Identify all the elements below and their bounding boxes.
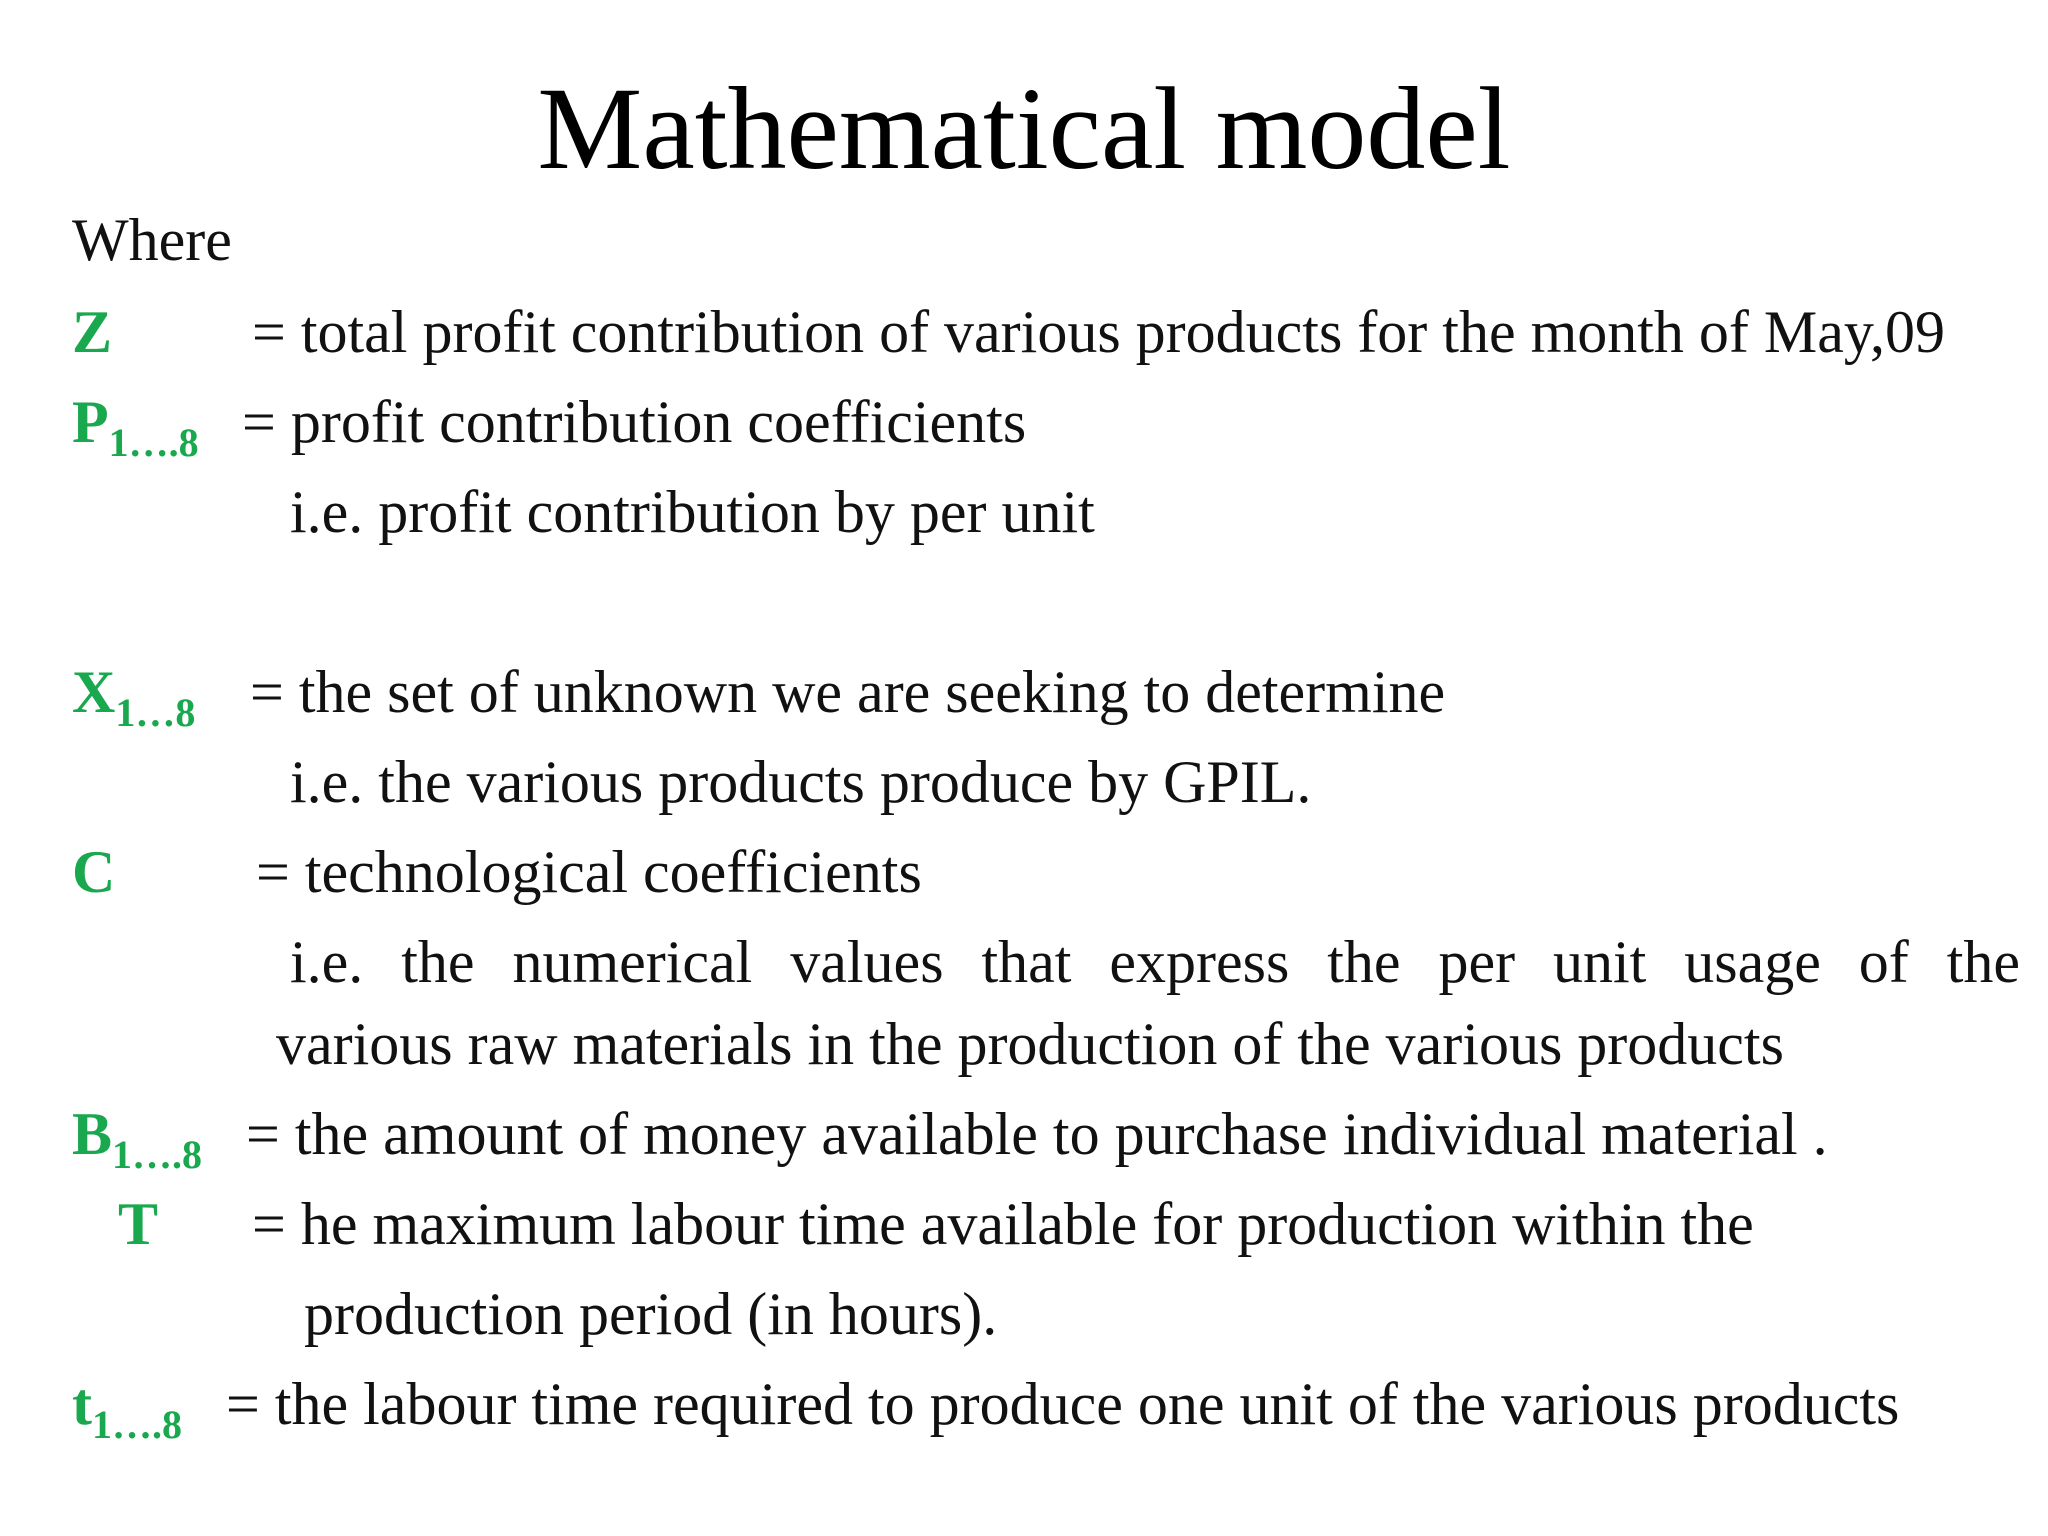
definition-t-capital-note: production period (in hours). (304, 1281, 998, 1347)
definition-x-note: i.e. the various products produce by GPIL. (290, 749, 1312, 815)
definition-c-note-line1: i.e. the numerical values that express the per unit usage of the (290, 929, 2020, 995)
slide-title: Mathematical model (537, 63, 1511, 194)
symbol-p (72, 389, 199, 465)
definition-c-note-line2: various raw materials in the production of the various products (276, 1011, 1784, 1077)
definition-t-capital: = he maximum labour time available for production within the (252, 1191, 1754, 1257)
symbol-t-letter: t (72, 1371, 92, 1437)
symbol-c: C (72, 839, 116, 905)
symbol-t-capital: T (118, 1191, 159, 1257)
symbol-z: Z (72, 299, 113, 365)
symbol-b (72, 1101, 203, 1177)
definition-x: = the set of unknown we are seeking to determine (250, 659, 1446, 725)
definition-c: = technological coefficients (256, 839, 922, 905)
definition-z: = total profit contribution of various products for the month of May,09 (252, 299, 1945, 365)
definition-t: = the labour time required to produce one unit of the various products (226, 1371, 1900, 1437)
symbol-t-subscript: 1….8 (91, 1402, 182, 1447)
where-label: Where (72, 207, 232, 273)
definition-b: = the amount of money available to purchase individual material . (246, 1101, 1828, 1167)
symbol-x-letter: X (72, 659, 116, 725)
symbol-b-subscript: 1….8 (112, 1132, 203, 1177)
symbol-p-letter: P (72, 389, 109, 455)
symbol-b-letter: B (72, 1101, 113, 1167)
symbol-t (72, 1371, 182, 1447)
symbol-x-subscript: 1…8 (115, 690, 196, 735)
definition-p-note: i.e. profit contribution by per unit (290, 479, 1095, 545)
symbol-p-subscript: 1….8 (108, 420, 199, 465)
definition-p: = profit contribution coefficients (242, 389, 1027, 455)
symbol-x (72, 659, 196, 735)
